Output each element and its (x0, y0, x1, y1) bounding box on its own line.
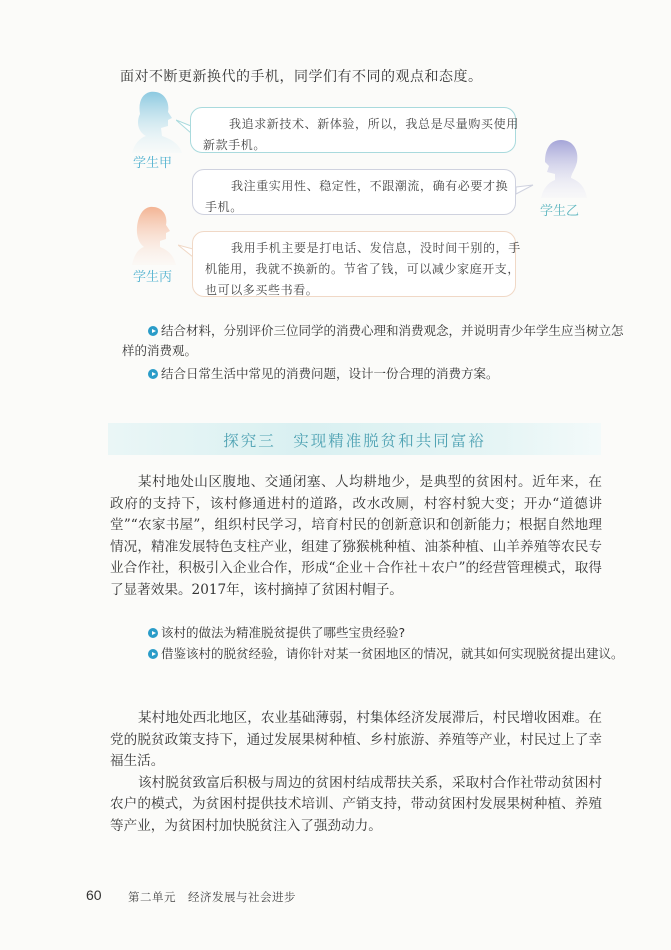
question-text: 结合日常生活中常见的消费问题，设计一份合理的消费方案。 (161, 366, 499, 381)
speech-bubble-yi (192, 169, 516, 215)
question-text: 借鉴该村的脱贫经验，请你针对某一贫困地区的情况，就其如何实现脱贫提出建议。 (161, 646, 624, 661)
student-yi-silhouette-icon (537, 136, 587, 198)
arrow-bullet-icon (148, 326, 158, 336)
question-item (122, 321, 624, 361)
unit-title: 第二单元 经济发展与社会进步 (128, 890, 296, 904)
case-paragraph-1 (110, 472, 602, 602)
paragraph-line: 农户的模式，为贫困村提供技术培训、产销支持，带动贫困村发展果树种植、养殖 (110, 796, 602, 813)
student-jia-silhouette-icon (128, 88, 183, 153)
page-number: 60 (86, 887, 102, 903)
paragraph-line: 情况，精准发展特色支柱产业，组建了猕猴桃种植、油茶种植、山羊养殖等农民专 (110, 538, 602, 555)
arrow-bullet-icon (148, 369, 158, 379)
question-text: 结合材料，分别评价三位同学的消费心理和消费观念，并说明青少年学生应当树立怎 (161, 323, 624, 338)
question-item (148, 623, 405, 643)
student-bing-label: 学生丙 (133, 270, 173, 285)
section-title: 探究三 实现精准脱贫和共同富裕 (223, 432, 486, 450)
bubble-line: 我追求新技术、新体验，所以，我总是尽量购买使用 (229, 117, 519, 131)
student-yi-label: 学生乙 (540, 204, 580, 219)
paragraph-line: 政府的支持下，该村修通进村的道路，改水改厕，村容村貌大变；开办“道德讲 (110, 495, 602, 512)
question-item (148, 644, 624, 664)
paragraph-line: 福生活。 (110, 753, 165, 770)
question-item (148, 364, 499, 384)
case-paragraph-2 (110, 708, 602, 838)
paragraph-line: 堂”“农家书屋”，组织村民学习，培育村民的创新意识和创新能力；根据自然地理 (110, 517, 602, 534)
bubble-line: 新款手机。 (203, 138, 267, 152)
paragraph-line: 业合作社，积极引入企业合作，形成“企业＋合作社＋农户”的经营管理模式，取得 (110, 560, 602, 577)
bubble-line: 我注重实用性、稳定性，不跟潮流，确有必要才换 (231, 179, 509, 193)
section-banner (108, 423, 601, 455)
student-bing-silhouette-icon (128, 203, 178, 265)
arrow-bullet-icon (148, 628, 158, 638)
bubble-line: 我用手机主要是打电话、发信息，没时间干别的，手 (231, 241, 521, 255)
arrow-bullet-icon (148, 649, 158, 659)
bubble-line: 机能用，我就不换新的。节省了钱，可以减少家庭开支， (205, 262, 521, 276)
paragraph-line: 某村地处西北地区，农业基础薄弱，村集体经济发展滞后，村民增收困难。在 (138, 710, 602, 726)
question-text: 样的消费观。 (122, 343, 198, 358)
paragraph-line: 党的脱贫政策支持下，通过发展果树种植、乡村旅游、养殖等产业，村民过上了幸 (110, 731, 602, 748)
speech-bubble-jia (190, 107, 519, 153)
bubble-line: 手机。 (205, 200, 243, 214)
bubble-line: 也可以多买些书看。 (205, 283, 319, 297)
question-text: 该村的做法为精准脱贫提供了哪些宝贵经验? (161, 625, 406, 640)
intro-text: 面对不断更新换代的手机，同学们有不同的观点和态度。 (120, 69, 483, 85)
speech-bubble-bing (192, 231, 521, 297)
paragraph-line: 等产业，为贫困村加快脱贫注入了强劲动力。 (110, 817, 382, 834)
paragraph-line: 该村脱贫致富后积极与周边的贫困村结成帮扶关系，采取村合作社带动贫困村 (138, 774, 602, 791)
student-jia-label: 学生甲 (133, 156, 173, 171)
paragraph-line: 了显著效果。2017年，该村摘掉了贫困村帽子。 (110, 581, 403, 598)
bubble-tail-yi (516, 183, 534, 197)
paragraph-line: 某村地处山区腹地、交通闭塞、人均耕地少，是典型的贫困村。近年来，在 (138, 474, 602, 490)
